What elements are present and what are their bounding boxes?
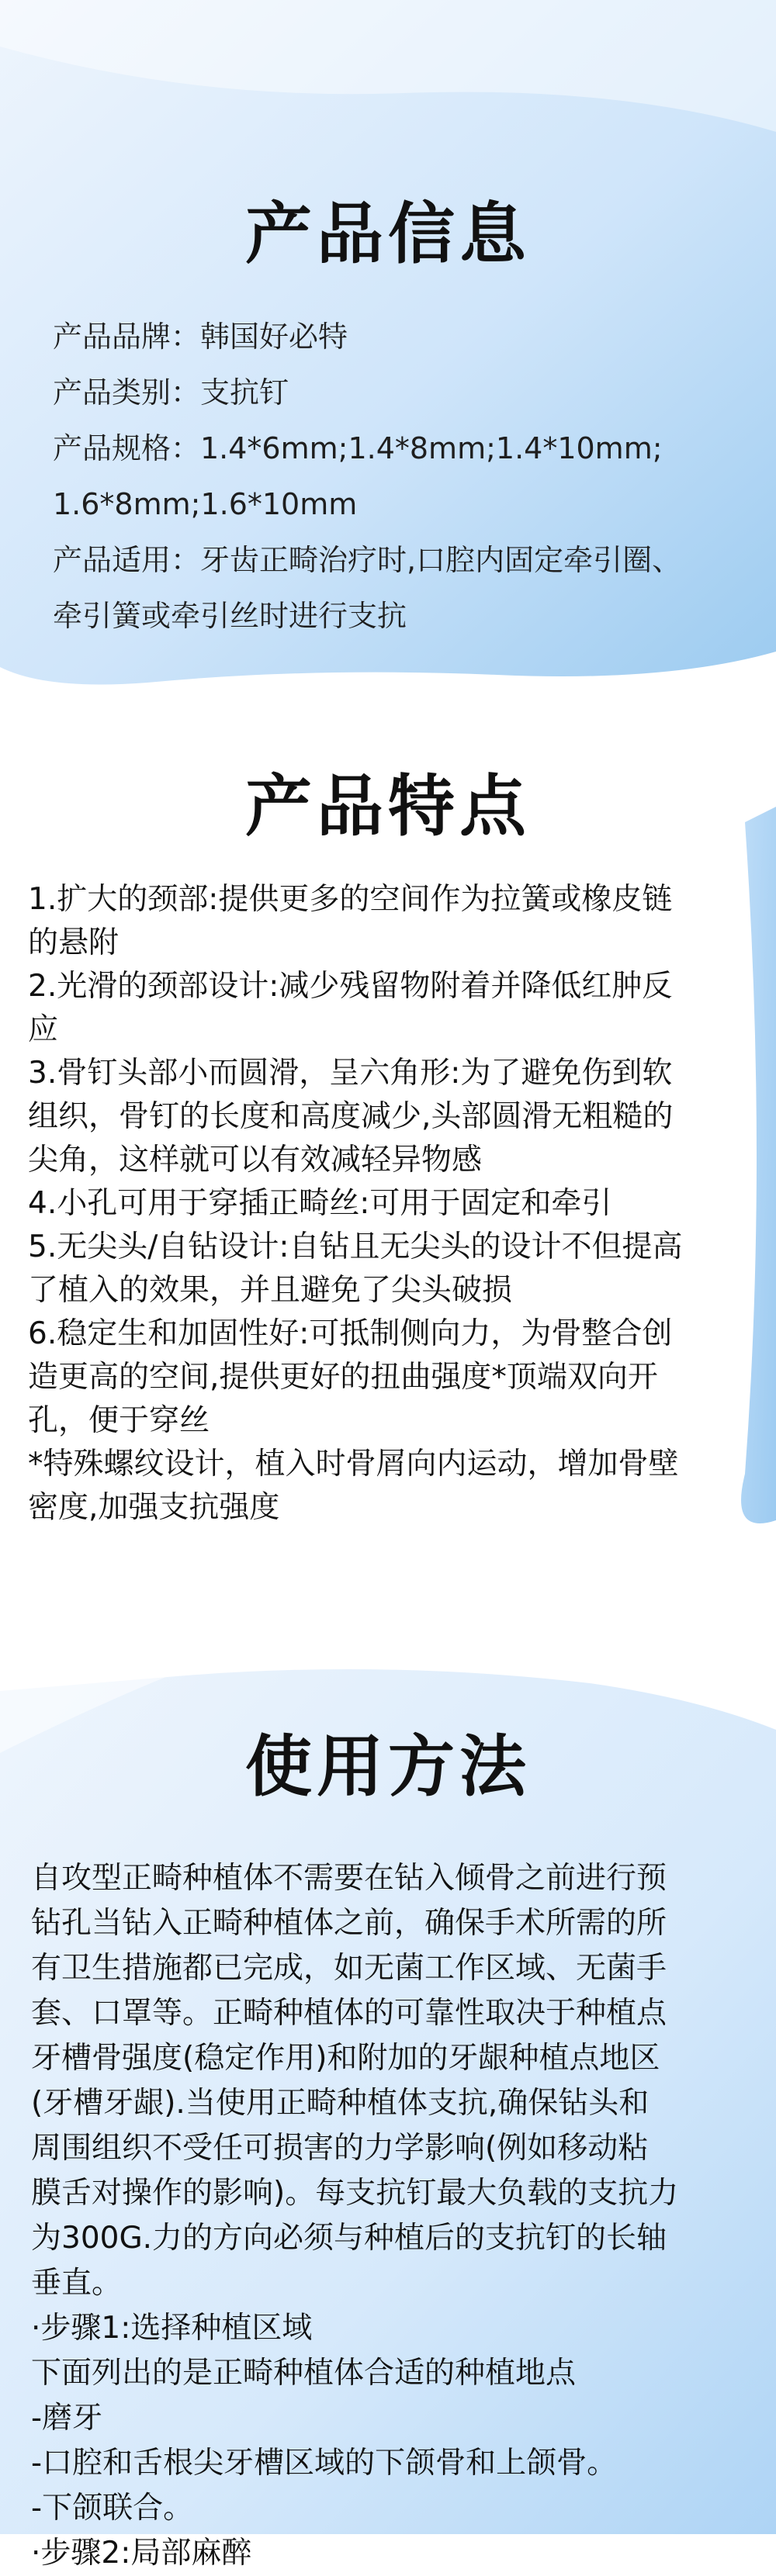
feature-line: 3.骨钉头部小而圆滑，呈六角形:为了避免伤到软 (28, 1056, 673, 1091)
feature-line: *特殊螺纹设计，植入时骨屑向内运动，增加骨壁 (28, 1447, 679, 1482)
info-line: 产品规格：1.4*6mm;1.4*8mm;1.4*10mm; (53, 431, 663, 465)
feature-line: 尖角，这样就可以有效减轻异物感 (28, 1143, 483, 1177)
features-title: 产品特点 (245, 768, 531, 845)
usage-title: 使用方法 (245, 1728, 531, 1806)
feature-line: 了植入的效果，并且避免了尖头破损 (28, 1273, 513, 1308)
usage-line: ·步骤2:局部麻醉 (31, 2536, 252, 2571)
feature-line: 密度,加强支抗强度 (28, 1490, 280, 1525)
feature-line: 的悬附 (28, 925, 120, 960)
info-line: 产品类别：支抗钉 (53, 375, 289, 410)
feature-line: 5.无尖头/自钻设计:自钻且无尖头的设计不但提高 (28, 1229, 683, 1264)
feature-line: 4.小孔可用于穿插正畸丝:可用于固定和牵引 (28, 1186, 612, 1221)
usage-list (31, 1856, 768, 2576)
usage-line: 周围组织不受任可损害的力学影响(例如移动粘 (31, 2131, 649, 2166)
usage-line: -口腔和舌根尖牙槽区域的下颌骨和上颌骨。 (31, 2446, 618, 2481)
features-list (28, 878, 765, 1530)
usage-line: -磨牙 (31, 2401, 103, 2436)
feature-line: 6.稳定生和加固性好:可抵制侧向力，为骨整合创 (28, 1316, 673, 1351)
info-line: 产品适用：牙齿正畸治疗时,口腔内固定牵引圈、 (53, 543, 682, 577)
info-line: 牵引簧或牵引丝时进行支抗 (53, 599, 407, 633)
usage-line: 为300G.力的方向必须与种植后的支抗钉的长轴 (31, 2221, 667, 2256)
usage-line: (牙槽牙龈).当使用正畸种植体支抗,确保钻头和 (31, 2086, 650, 2121)
feature-line: 应 (28, 1012, 59, 1047)
info-title: 产品信息 (245, 195, 531, 273)
info-list (53, 309, 736, 644)
feature-line: 孔，便于穿丝 (28, 1403, 210, 1438)
info-line: 产品品牌：韩国好必特 (53, 320, 348, 354)
usage-line: 下面列出的是正畸种植体合适的种植地点 (31, 2356, 577, 2391)
usage-line: 垂直。 (31, 2266, 123, 2301)
feature-line: 组织，骨钉的长度和高度减少,头部圆滑无粗糙的 (28, 1099, 674, 1134)
usage-line: 膜舌对操作的影响)。每支抗钉最大负载的支抗力 (31, 2176, 679, 2211)
usage-line: 有卫生措施都已完成，如无菌工作区域、无菌手 (31, 1951, 667, 1986)
usage-line: ·步骤1:选择种植区域 (31, 2311, 313, 2346)
feature-line: 2.光滑的颈部设计:减少残留物附着并降低红肿反 (28, 969, 673, 1004)
usage-line: -下颌联合。 (31, 2491, 194, 2526)
usage-line: 套、口罩等。正畸种植体的可靠性取决于种植点 (31, 1996, 667, 2031)
usage-line: 自攻型正畸种植体不需要在钻入倾骨之前进行预 (31, 1861, 667, 1896)
feature-line: 1.扩大的颈部:提供更多的空间作为拉簧或橡皮链 (28, 882, 673, 917)
feature-line: 造更高的空间,提供更好的扭曲强度*顶端双向开 (28, 1360, 658, 1395)
info-line: 1.6*8mm;1.6*10mm (53, 487, 358, 521)
usage-line: 牙槽骨强度(稳定作用)和附加的牙龈种植点地区 (31, 2041, 660, 2076)
usage-line: 钻孔当钻入正畸种植体之前，确保手术所需的所 (31, 1906, 667, 1941)
